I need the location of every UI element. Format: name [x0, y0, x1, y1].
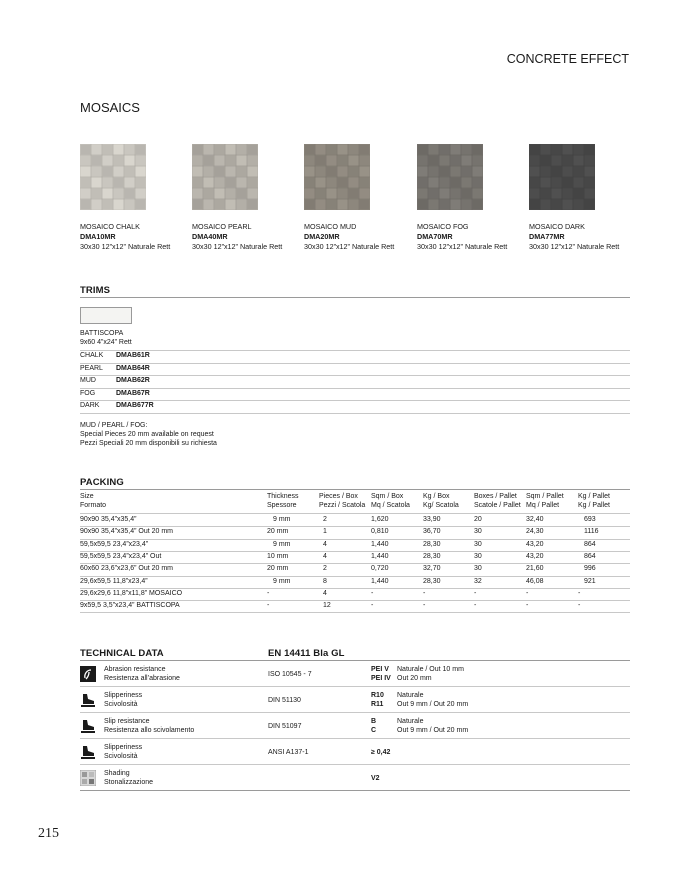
packing-cell: 4: [323, 589, 327, 597]
product-size: 30x30 12”x12” Naturale Rett: [304, 242, 395, 251]
packing-cell: -: [526, 589, 529, 597]
tech-value-code: V2: [371, 775, 380, 782]
trims-note-3: Pezzi Speciali 20 mm disponibili su richiesta: [80, 440, 217, 447]
tech-norm: DIN 51097: [268, 723, 302, 730]
trim-row-divider: [80, 375, 630, 376]
packing-cell: 2: [323, 565, 327, 573]
tech-value-code: PEI IV: [371, 675, 391, 682]
packing-row-divider: [80, 563, 630, 564]
packing-cell: 90x90 35,4”x35,4” Out 20 mm: [80, 528, 173, 536]
packing-cell: 1,620: [371, 516, 389, 523]
technical-standard: EN 14411 Bla GL: [268, 648, 345, 659]
packing-cell: 9 mm: [273, 516, 291, 523]
packing-header: Boxes / Pallet: [474, 493, 517, 500]
trims-note-2: Special Pieces 20 mm available on request: [80, 431, 214, 438]
packing-cell: 28,30: [423, 552, 441, 560]
tech-label-it: Scivolosità: [104, 753, 138, 760]
tech-label-en: Slipperiness: [104, 744, 143, 751]
trim-color: FOG: [80, 389, 96, 397]
product-code: DMA20MR: [304, 232, 340, 241]
trim-name: BATTISCOPA: [80, 330, 124, 337]
packing-cell: 90x90 35,4”x35,4”: [80, 516, 137, 523]
packing-cell: 2: [323, 516, 327, 523]
packing-header-it: Pezzi / Scatola: [319, 502, 366, 509]
trims-note-1: MUD / PEARL / FOG:: [80, 422, 148, 429]
packing-row-divider: [80, 526, 630, 527]
tech-label-en: Abrasion resistance: [104, 666, 166, 673]
product-size: 30x30 12”x12” Naturale Rett: [529, 242, 620, 251]
packing-header: Size: [80, 493, 94, 500]
product-name: MOSAICO PEARL: [192, 222, 252, 231]
packing-header: Sqm / Box: [371, 493, 404, 500]
tech-row-divider: [80, 764, 630, 765]
abrasion-icon: [80, 666, 96, 682]
packing-cell: 20 mm: [267, 528, 289, 536]
packing-header: Sqm / Pallet: [526, 493, 564, 500]
packing-cell: -: [578, 589, 581, 597]
packing-header-it: Mq / Scatola: [371, 502, 410, 509]
tech-value-text: Out 9 mm / Out 20 mm: [397, 701, 469, 708]
tech-row-divider: [80, 712, 630, 713]
packing-cell: -: [526, 602, 529, 610]
page-number: 215: [38, 826, 59, 841]
tech-row-divider: [80, 790, 630, 791]
packing-cell: 864: [584, 552, 596, 560]
packing-cell: 46,08: [526, 577, 544, 585]
trim-color: PEARL: [80, 364, 103, 372]
packing-title: PACKING: [80, 477, 124, 488]
technical-title: TECHNICAL DATA: [80, 648, 164, 659]
packing-cell: 43,20: [526, 540, 544, 548]
packing-cell: 693: [584, 516, 596, 523]
tech-row-divider: [80, 686, 630, 687]
packing-cell: 20: [474, 516, 482, 523]
packing-header-divider: [80, 513, 630, 514]
trim-code: DMAB67R: [116, 389, 150, 397]
packing-cell: 24,30: [526, 528, 544, 536]
trim-size: 9x60 4”x24” Rett: [80, 339, 132, 346]
packing-row-divider: [80, 588, 630, 589]
packing-row-divider: [80, 539, 630, 540]
tech-value-text: Out 20 mm: [397, 675, 432, 682]
packing-header-it: Spessore: [267, 502, 297, 509]
packing-row-divider: [80, 551, 630, 552]
packing-cell: 4: [323, 552, 327, 560]
packing-cell: 9 mm: [273, 540, 291, 548]
packing-cell: 30: [474, 552, 482, 560]
product-name: MOSAICO CHALK: [80, 222, 140, 231]
packing-cell: 9x59,5 3,5”x23,4” BATTISCOPA: [80, 602, 180, 610]
tech-value-code: R10: [371, 692, 384, 699]
product-size: 30x30 12”x12” Naturale Rett: [417, 242, 508, 251]
packing-cell: 4: [323, 540, 327, 548]
tech-label-it: Resistenza all’abrasione: [104, 675, 180, 682]
trim-row-divider: [80, 388, 630, 389]
mosaic-tile-image: [80, 144, 146, 210]
tech-label-it: Resistenza allo scivolamento: [104, 727, 195, 734]
trim-color: CHALK: [80, 352, 104, 359]
product-code: DMA10MR: [80, 232, 116, 241]
packing-cell: 0,720: [371, 565, 389, 573]
trim-row-divider: [80, 400, 630, 401]
trim-code: DMAB677R: [116, 402, 154, 410]
battiscopa-image: [80, 307, 132, 324]
packing-cell: 28,30: [423, 577, 441, 585]
tech-norm: ANSI A137-1: [268, 749, 309, 756]
mosaic-tile-image: [529, 144, 595, 210]
product-code: DMA77MR: [529, 232, 565, 241]
tech-value-text: Naturale / Out 10 mm: [397, 666, 464, 673]
packing-cell: -: [578, 602, 581, 610]
tech-value-code: R11: [371, 701, 384, 708]
packing-header-it: Mq / Pallet: [526, 502, 560, 509]
trim-code: DMAB62R: [116, 377, 150, 385]
packing-cell: 1,440: [371, 552, 389, 560]
product-code: DMA40MR: [192, 232, 228, 241]
packing-cell: 30: [474, 565, 482, 573]
tech-value-code: B: [371, 718, 377, 725]
packing-cell: 996: [584, 565, 596, 573]
mosaic-tile-image: [417, 144, 483, 210]
product-code: DMA70MR: [417, 232, 453, 241]
packing-row-divider: [80, 612, 630, 613]
mosaics-title: MOSAICS: [80, 100, 140, 115]
tech-value-code: PEI V: [371, 666, 389, 673]
trim-row-divider: [80, 413, 630, 414]
packing-cell: 28,30: [423, 540, 441, 548]
packing-header-it: Kg / Pallet: [578, 502, 610, 509]
tech-label-en: Slipperiness: [104, 692, 143, 699]
packing-cell: 32,70: [423, 565, 441, 573]
packing-row-divider: [80, 600, 630, 601]
product-name: MOSAICO FOG: [417, 222, 469, 231]
tech-label-en: Shading: [104, 770, 130, 777]
packing-cell: -: [423, 602, 426, 610]
packing-header: Thickness: [267, 493, 299, 500]
slipperiness-ansi-icon: [80, 744, 96, 760]
tech-value-text: Naturale: [397, 692, 424, 699]
packing-header-it: Scatole / Pallet: [474, 502, 521, 509]
packing-cell: 8: [323, 577, 327, 585]
tech-norm: DIN 51130: [268, 697, 301, 704]
trim-color: MUD: [80, 377, 96, 385]
packing-cell: 12: [323, 602, 331, 610]
packing-cell: 60x60 23,6”x23,6” Out 20 mm: [80, 565, 173, 573]
packing-cell: 1,440: [371, 540, 389, 548]
packing-cell: 32,40: [526, 516, 544, 523]
packing-cell: 20 mm: [267, 565, 289, 573]
packing-cell: -: [474, 589, 477, 597]
packing-row-divider: [80, 576, 630, 577]
packing-cell: -: [267, 589, 270, 597]
packing-cell: -: [371, 602, 374, 610]
packing-header: Kg / Box: [423, 493, 450, 500]
tech-label-it: Scivolosità: [104, 701, 138, 708]
slipperiness-icon: [80, 692, 96, 708]
trim-row-divider: [80, 363, 630, 364]
tech-value-text: Naturale: [397, 718, 424, 725]
packing-cell: 29,6x29,6 11,8”x11,8” MOSAICO: [80, 589, 183, 597]
packing-header-it: Kg/ Scatola: [423, 502, 459, 509]
packing-cell: -: [474, 602, 477, 610]
tech-value-code: C: [371, 727, 377, 734]
tech-value-text: Out 9 mm / Out 20 mm: [397, 727, 469, 734]
tech-label-en: Slip resistance: [104, 718, 150, 725]
packing-cell: 43,20: [526, 552, 544, 560]
packing-cell: -: [371, 589, 374, 597]
trim-color: DARK: [80, 402, 100, 410]
trim-code: DMAB64R: [116, 364, 150, 372]
packing-cell: 32: [474, 577, 482, 585]
packing-header: Kg / Pallet: [578, 493, 610, 500]
tech-norm: ISO 10545 - 7: [268, 671, 312, 678]
tech-label-it: Stonalizzazione: [104, 779, 154, 786]
packing-cell: 36,70: [423, 528, 441, 536]
packing-cell: 30: [474, 528, 482, 536]
packing-cell: 0,810: [371, 528, 389, 536]
packing-cell: 9 mm: [273, 577, 291, 585]
category-title: CONCRETE EFFECT: [506, 52, 629, 66]
mosaic-tile-image: [192, 144, 258, 210]
tech-row-divider: [80, 738, 630, 739]
product-size: 30x30 12”x12” Naturale Rett: [192, 242, 283, 251]
trims-title: TRIMS: [80, 285, 111, 296]
packing-cell: 864: [584, 540, 596, 548]
packing-cell: 33,90: [423, 516, 441, 523]
product-name: MOSAICO DARK: [529, 222, 585, 231]
packing-cell: -: [267, 602, 270, 610]
slip-resistance-icon: [80, 718, 96, 734]
packing-cell: 1116: [584, 528, 599, 536]
shading-icon: [80, 770, 96, 786]
product-size: 30x30 12”x12” Naturale Rett: [80, 242, 171, 251]
packing-cell: 30: [474, 540, 482, 548]
packing-header-it: Formato: [80, 502, 107, 509]
packing-cell: -: [423, 589, 426, 597]
packing-cell: 921: [584, 577, 596, 585]
mosaic-tile-image: [304, 144, 370, 210]
tech-value-code: ≥ 0,42: [371, 749, 391, 756]
packing-cell: 10 mm: [267, 552, 289, 560]
packing-header: Pieces / Box: [319, 493, 358, 500]
packing-cell: 59,5x59,5 23,4”x23,4” Out: [80, 552, 162, 560]
trim-code: DMAB61R: [116, 352, 150, 359]
packing-cell: 21,60: [526, 565, 544, 573]
packing-cell: 29,6x59,5 11,8”x23,4”: [80, 577, 148, 585]
packing-cell: 1: [323, 528, 327, 536]
packing-cell: 1,440: [371, 577, 389, 585]
packing-cell: 59,5x59,5 23,4”x23,4”: [80, 540, 149, 548]
product-name: MOSAICO MUD: [304, 222, 357, 231]
